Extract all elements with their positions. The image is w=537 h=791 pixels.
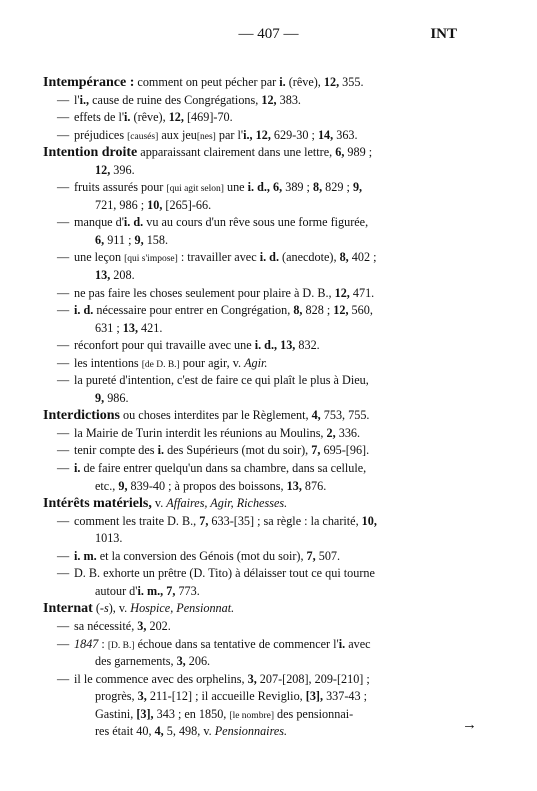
entry-text: aux jeu: [158, 127, 197, 142]
volume-ref: 12,: [168, 110, 184, 125]
volume-ref: i.: [124, 110, 131, 125]
entry-term: Intérêts matériels,: [43, 496, 152, 512]
volume-ref: [3],: [305, 689, 324, 704]
subentry-dash: —: [57, 461, 70, 476]
index-subentry-line: [43, 355, 473, 373]
subentry-dash: —: [57, 618, 70, 633]
index-subentry-line: [43, 425, 473, 443]
entry-text: des garnements,: [95, 654, 177, 669]
subentry-dash: —: [57, 180, 70, 195]
entry-text: il le commence avec des orphelins,: [74, 671, 248, 686]
entry-term: Intempérance :: [43, 75, 135, 90]
index-continuation-line: [43, 583, 473, 601]
entry-text: 753, 755.: [320, 408, 370, 423]
entry-text: de faire entrer quelqu'un dans sa chambre, dans sa cellule,: [80, 461, 367, 476]
entry-text: :: [98, 636, 108, 651]
section-letters: INT: [430, 26, 457, 42]
subentry-dash: —: [57, 250, 70, 265]
volume-ref: 12,: [323, 75, 340, 89]
entry-text: 389 ;: [282, 180, 313, 195]
entry-text: 208.: [110, 268, 135, 283]
volume-ref: 9,: [134, 232, 144, 247]
index-entry-heading-line: [43, 74, 473, 92]
entry-text: ou choses interdites par le Règlement,: [120, 408, 312, 423]
editorial-insert: [causés]: [127, 131, 159, 142]
index-continuation-line: [43, 688, 473, 706]
cross-reference: Affaires, Agir, Richesses.: [166, 496, 288, 511]
entry-text: res était 40,: [95, 724, 155, 739]
page-header: [0, 26, 537, 44]
index-subentry-line: [43, 513, 473, 531]
entry-text: cause de ruine des Congrégations,: [89, 92, 262, 107]
volume-ref: i. m.: [74, 548, 97, 563]
volume-ref: 12,: [255, 127, 271, 142]
subentry-dash: —: [57, 215, 70, 230]
index-continuation-line: [43, 706, 473, 724]
entry-text: 211-[12] ; il accueille Reviglio,: [146, 689, 306, 704]
index-continuation-line: [43, 653, 473, 671]
editorial-insert: [qui agit selon]: [166, 184, 224, 195]
entry-text: 633-[35] ; sa règle : la charité,: [208, 513, 362, 528]
entry-text: 202.: [146, 618, 171, 633]
entry-text: etc.,: [95, 478, 119, 493]
volume-ref: 10,: [147, 197, 163, 212]
entry-text: ), v.: [108, 601, 131, 616]
volume-ref: i. d.: [123, 215, 144, 230]
volume-ref: 12,: [95, 162, 111, 177]
entry-text: 337-43 ;: [323, 689, 368, 704]
index-subentry-line: [43, 671, 473, 689]
volume-ref: [3],: [136, 706, 154, 721]
index-subentry-line: [43, 92, 473, 110]
volume-ref: 9,: [352, 180, 363, 195]
entry-text: 396.: [110, 162, 135, 177]
entry-text: 773.: [175, 583, 200, 598]
subentry-dash: —: [57, 127, 70, 142]
entry-text: 1013.: [95, 531, 123, 546]
subentry-dash: —: [57, 355, 70, 370]
volume-ref: 8,: [293, 303, 303, 318]
entry-text: ne pas faire les choses seulement pour plaire à D. B.,: [74, 285, 335, 300]
entry-text: (rêve),: [130, 110, 169, 125]
volume-ref: 7,: [199, 513, 209, 528]
entry-text: 695-[96].: [320, 443, 370, 458]
volume-ref: 4,: [311, 408, 321, 423]
volume-ref: 14,: [317, 127, 334, 142]
volume-ref: i.: [74, 461, 81, 476]
entry-text: manque d': [74, 215, 124, 230]
index-continuation-line: [43, 320, 473, 338]
index-continuation-line: [43, 267, 473, 285]
editorial-insert: [nes]: [196, 131, 216, 142]
entry-text: 207-[208], 209-[210] ;: [256, 671, 370, 686]
volume-ref: 4,: [154, 724, 164, 739]
entry-text: 839-40 ; à propos des boissons,: [127, 478, 287, 493]
index-continuation-line: [43, 723, 473, 741]
entry-text: 158.: [143, 232, 169, 247]
subentry-dash: —: [57, 566, 70, 581]
index-subentry-line: [43, 372, 473, 390]
volume-ref: 6,: [335, 145, 345, 160]
index-subentry-line: [43, 460, 473, 478]
index-continuation-line: [43, 530, 473, 548]
volume-ref: 6,: [95, 232, 105, 247]
volume-ref: 10,: [361, 513, 377, 528]
index-subentry-line: [43, 618, 473, 636]
volume-ref: i.,: [243, 127, 253, 142]
entry-text: et la conversion des Génois (mot du soir),: [96, 548, 307, 563]
index-continuation-line: [43, 162, 473, 180]
editorial-insert: [le nombre]: [229, 710, 274, 721]
entry-text: 721, 986 ;: [95, 197, 148, 212]
index-subentry-line: [43, 249, 473, 267]
index-entry-heading-line: [43, 600, 473, 618]
volume-ref: 3,: [137, 618, 147, 633]
volume-ref: 9,: [95, 390, 105, 405]
volume-ref: 13,: [286, 478, 302, 493]
entry-text: (anecdote),: [279, 250, 340, 265]
subentry-dash: —: [57, 373, 70, 388]
volume-ref: 3,: [176, 654, 186, 669]
entry-text: 5, 498, v.: [163, 724, 215, 739]
entry-term: Internat: [43, 601, 93, 617]
cross-reference: Hospice, Pensionnat.: [130, 601, 235, 616]
entry-text: préjudices: [74, 127, 128, 142]
subentry-dash: —: [57, 92, 70, 107]
index-entry-heading-line: [43, 495, 473, 513]
subentry-dash: —: [57, 513, 70, 528]
entry-text: échoue dans sa tentative de commencer l': [134, 636, 339, 651]
index-continuation-line: [43, 390, 473, 408]
entry-text: la pureté d'intention, c'est de faire ce qui plaît le plus à Dieu,: [74, 373, 369, 388]
entry-text: 986.: [104, 390, 129, 405]
entry-text: 832.: [295, 338, 320, 353]
volume-ref: 12,: [333, 303, 349, 318]
volume-ref: 13,: [95, 268, 111, 283]
entry-text: nécessaire pour entrer en Congrégation,: [93, 303, 294, 318]
volume-ref: 12,: [334, 285, 350, 300]
volume-ref: i.,: [79, 92, 90, 107]
entry-text: sa nécessité,: [74, 618, 138, 633]
index-continuation-line: [43, 197, 473, 215]
index-entry-heading-line: [43, 407, 473, 425]
entry-text: 631 ;: [95, 320, 123, 335]
entry-text: comment les traite D. B.,: [74, 513, 200, 528]
entry-text: progrès,: [95, 689, 138, 704]
index-subentry-line: [43, 565, 473, 583]
volume-ref: i.: [279, 75, 286, 89]
entry-text: 629-30 ;: [270, 127, 318, 142]
entry-text: 355.: [339, 75, 364, 89]
entry-text: l': [74, 92, 80, 107]
index-subentry-line: [43, 337, 473, 355]
entry-text: fruits assurés pour: [74, 180, 167, 195]
entry-text: pour agir, v.: [179, 355, 245, 370]
subentry-dash: —: [57, 425, 70, 440]
entry-text: 911 ;: [104, 232, 135, 247]
entry-text: des Supérieurs (mot du soir),: [164, 443, 312, 458]
page-number: — 407 —: [238, 26, 299, 42]
volume-ref: i.: [338, 636, 346, 651]
index-subentry-line: [43, 179, 473, 197]
index-subentry-line: [43, 548, 473, 566]
entry-text: D. B. exhorte un prêtre (D. Tito) à délaisser tout ce qui tourne: [74, 566, 375, 581]
subentry-dash: —: [57, 303, 70, 318]
editorial-insert: [de D. B.]: [141, 359, 180, 370]
index-continuation-line: [43, 478, 473, 496]
entry-text: 560,: [348, 303, 373, 318]
entry-text: 876.: [301, 478, 327, 493]
entry-text: les intentions: [74, 355, 142, 370]
volume-ref: 8,: [339, 250, 349, 265]
volume-ref: 12,: [261, 92, 277, 107]
entry-text: vu au cours d'un rêve sous une forme figurée,: [143, 215, 369, 230]
volume-ref: 9,: [118, 478, 128, 493]
volume-ref: 7,: [306, 548, 316, 563]
volume-ref: i.: [157, 443, 165, 458]
entry-text: effets de l': [74, 110, 125, 125]
entry-text: des pensionnai-: [273, 706, 354, 721]
entry-text: apparaissant clairement dans une lettre,: [137, 145, 336, 160]
volume-ref: i. d.: [74, 303, 94, 318]
volume-ref: 13,: [122, 320, 138, 335]
subentry-dash: —: [57, 636, 70, 651]
subentry-dash: —: [57, 285, 70, 300]
index-subentry-line: [43, 636, 473, 654]
editorial-insert: [qui s'impose]: [124, 254, 178, 265]
entry-text: 829 ;: [322, 180, 353, 195]
index-continuation-line: [43, 232, 473, 250]
entry-text: 363.: [333, 127, 358, 142]
entry-text: par l': [215, 127, 244, 142]
subentry-dash: —: [57, 338, 70, 353]
volume-ref: 7,: [311, 443, 321, 458]
entry-text: 336.: [335, 425, 361, 440]
entry-text: Gastini,: [95, 706, 137, 721]
index-subentry-line: [43, 285, 473, 303]
entry-text: réconfort pour qui travaille avec une: [74, 338, 255, 353]
entry-text: 402 ;: [348, 250, 377, 265]
entry-text: v.: [151, 496, 167, 511]
volume-ref: 7,: [166, 583, 176, 598]
cross-reference: Pensionnaires.: [214, 724, 288, 739]
entry-text: tenir compte des: [74, 443, 158, 458]
entry-text: (rêve),: [285, 75, 324, 89]
entry-text: 206.: [185, 654, 211, 669]
entry-text: autour d': [95, 583, 138, 598]
subentry-dash: —: [57, 443, 70, 458]
index-subentry-line: [43, 109, 473, 127]
index-subentry-line: [43, 214, 473, 232]
entry-text: une: [223, 180, 248, 195]
subentry-dash: —: [57, 671, 70, 686]
entry-term: Interdictions: [43, 408, 120, 424]
subentry-dash: —: [57, 548, 70, 563]
entry-text: avec: [345, 636, 371, 651]
entry-text: 507.: [315, 548, 341, 563]
editorial-insert: [D. B.]: [107, 640, 135, 651]
subentry-dash: —: [57, 110, 70, 125]
index-subentry-line: [43, 127, 473, 145]
entry-text: 421.: [138, 320, 163, 335]
cross-reference: -s: [99, 601, 109, 616]
next-page-arrow-icon: →: [462, 717, 477, 733]
entry-text: 471.: [349, 285, 375, 300]
entry-text: [469]-70.: [183, 110, 233, 125]
volume-ref: i. d.,: [247, 180, 270, 195]
volume-ref: i. d.: [259, 250, 279, 265]
volume-ref: 2,: [326, 425, 336, 440]
index-subentry-line: [43, 302, 473, 320]
cross-reference: Agir.: [244, 355, 268, 370]
volume-ref: 6,: [273, 180, 283, 195]
entry-text: 989 ;: [344, 145, 373, 160]
volume-ref: i. m.,: [137, 583, 164, 598]
volume-ref: 13,: [280, 338, 296, 353]
volume-ref: 3,: [247, 671, 257, 686]
entry-text: [265]-66.: [162, 197, 212, 212]
entry-text: 343 ; en 1850,: [153, 706, 230, 721]
entry-text: une leçon: [74, 250, 125, 265]
volume-ref: 3,: [137, 689, 147, 704]
entry-term: Intention droite: [43, 145, 138, 161]
index-body: [43, 74, 473, 741]
entry-text: 383.: [276, 92, 301, 107]
cross-reference: 1847: [74, 636, 99, 651]
entry-text: 828 ;: [302, 303, 334, 318]
entry-text: la Mairie de Turin interdit les réunions au Moulins,: [74, 425, 327, 440]
index-subentry-line: [43, 442, 473, 460]
volume-ref: 8,: [312, 180, 323, 195]
entry-text: (: [92, 601, 100, 616]
entry-text: : travailler avec: [177, 250, 260, 265]
volume-ref: i. d.,: [254, 338, 278, 353]
index-entry-heading-line: [43, 144, 473, 162]
entry-text: comment on peut pécher par: [134, 75, 280, 89]
